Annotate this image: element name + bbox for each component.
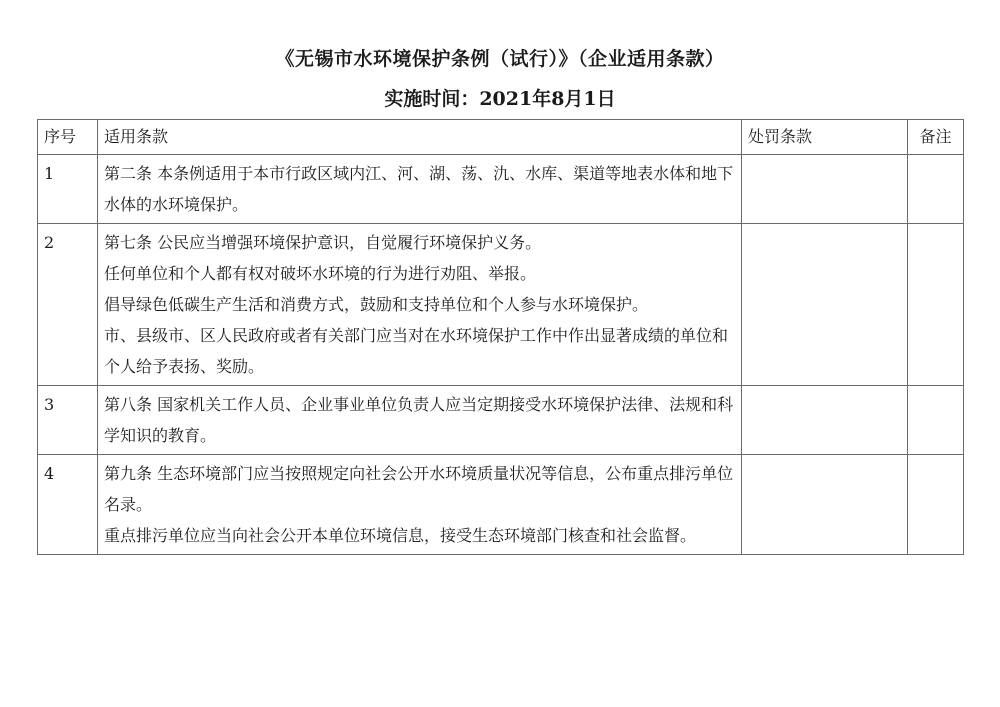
clause-paragraph: 第九条 生态环境部门应当按照规定向社会公开水环境质量状况等信息，公布重点排污单位名录。: [104, 464, 734, 514]
row-clause: [98, 386, 742, 455]
table-row: [38, 455, 964, 555]
row-remark: [908, 155, 964, 224]
header-remark: 备注: [908, 120, 964, 155]
clause-paragraph: 第二条 本条例适用于本市行政区域内江、河、湖、荡、氿、水库、渠道等地表水体和地下水体的水环境保护。: [104, 164, 734, 214]
document-title: 《无锡市水环境保护条例（试行）》（企业适用条款）: [275, 48, 725, 70]
row-seq: 3: [38, 386, 98, 455]
clause-paragraph: 任何单位和个人都有权对破坏水环境的行为进行劝阻、举报。: [104, 264, 537, 283]
row-penalty: [742, 386, 908, 455]
header-seq: 序号: [38, 120, 98, 155]
table-row: [38, 386, 964, 455]
row-seq: 2: [38, 224, 98, 386]
clauses-table: [37, 119, 964, 555]
clause-paragraph: 市、县级市、区人民政府或者有关部门应当对在水环境保护工作中作出显著成绩的单位和个人给予表扬、奖励。: [104, 326, 729, 376]
row-penalty: [742, 224, 908, 386]
row-remark: [908, 455, 964, 555]
clause-paragraph: 第八条 国家机关工作人员、企业事业单位负责人应当定期接受水环境保护法律、法规和科学知识的教育。: [104, 395, 734, 445]
row-clause: [98, 155, 742, 224]
header-penalty: 处罚条款: [742, 120, 908, 155]
row-seq: 4: [38, 455, 98, 555]
clause-paragraph: 倡导绿色低碳生产生活和消费方式，鼓励和支持单位和个人参与水环境保护。: [104, 295, 649, 314]
row-penalty: [742, 155, 908, 224]
row-clause: [98, 455, 742, 555]
effective-date: 实施时间：2021年8月1日: [384, 88, 616, 110]
clause-paragraph: 第七条 公民应当增强环境保护意识，自觉履行环境保护义务。: [104, 233, 542, 252]
table-row: [38, 224, 964, 386]
row-clause: [98, 224, 742, 386]
table-header-row: [38, 120, 964, 155]
clause-paragraph: 重点排污单位应当向社会公开本单位环境信息，接受生态环境部门核查和社会监督。: [104, 526, 697, 545]
row-remark: [908, 386, 964, 455]
table-row: [38, 155, 964, 224]
row-seq: 1: [38, 155, 98, 224]
row-remark: [908, 224, 964, 386]
row-penalty: [742, 455, 908, 555]
header-clause: 适用条款: [98, 120, 742, 155]
